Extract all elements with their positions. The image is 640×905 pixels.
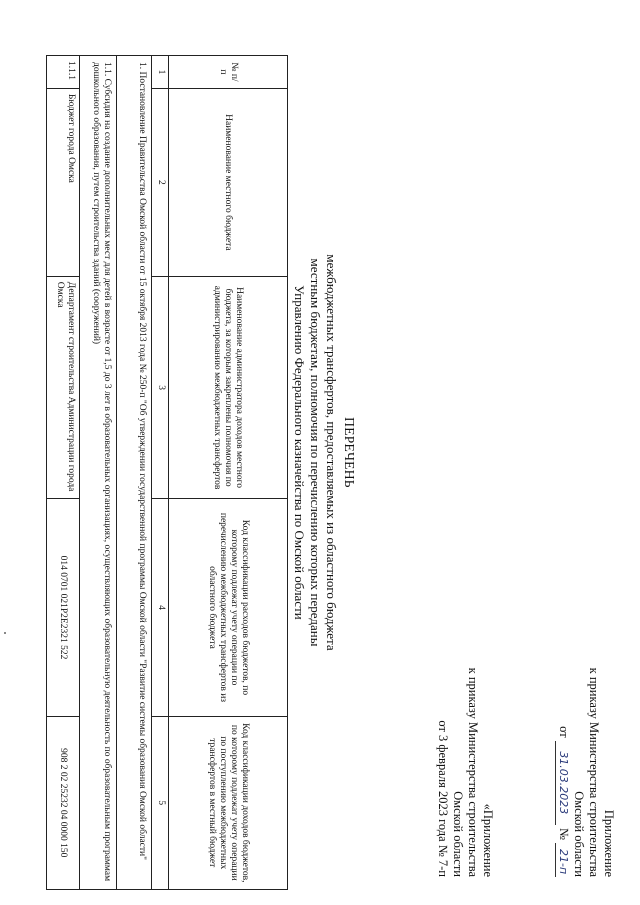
document-subtitle-2: местным бюджетам, полномочия по перечислению которых переданы [308, 258, 323, 647]
header-income-code: Код классификации доходов бюджетов, по которому подлежат учету операции по поступлению межбюджетных трансфертов в местный бюджет [169, 716, 288, 889]
approval-block-previous [435, 668, 495, 877]
document-title-block [291, 0, 357, 905]
header-budget-name: Наименование местного бюджета [169, 88, 288, 276]
header-number: № п/п [169, 56, 288, 89]
column-numbers-row [152, 56, 169, 890]
document-subtitle-3: Управлению Федерального казначейства по Омской области [292, 285, 307, 620]
scan-speck [4, 632, 6, 634]
approval-block-current [555, 668, 616, 877]
row-expense-code: 014 0701 021P2Е2321 522 [47, 499, 80, 716]
handwritten-number: 21-п [555, 843, 571, 877]
approval-title: Приложение [602, 809, 616, 877]
column-number: 3 [152, 276, 169, 499]
approval-title: «Приложение [481, 803, 495, 877]
column-number: 2 [152, 88, 169, 276]
section-row [117, 56, 152, 890]
from-label: от [557, 726, 571, 738]
approval-ministry: к приказу Министерства строительства [587, 667, 601, 877]
column-number: 1 [152, 56, 169, 89]
approval-ministry: к приказу Министерства строительства [466, 667, 480, 877]
column-number: 5 [152, 716, 169, 889]
number-label: № [557, 827, 571, 840]
row-budget: Бюджет города Омска [47, 88, 80, 276]
approval-date-number: от 3 февраля 2023 года № 7-п [436, 720, 450, 877]
transfers-table [46, 55, 288, 890]
section-1-text: 1. Постановление Правительства Омской области от 15 октября 2013 года № 250-п "Об утверждении государственной программы Омской области "Развитие системы образования Омской области" [117, 56, 152, 890]
handwritten-date: 31.03.2023 [555, 741, 571, 825]
document-heading: ПЕРЕЧЕНЬ [342, 417, 357, 488]
table-header-row [169, 56, 288, 890]
header-expense-code: Код классификации расходов бюджетов, по которому подлежат учету операции по перечислению межбюджетных трансфертов из областного бюджета [169, 499, 288, 716]
subsection-row [80, 56, 117, 890]
approval-region: Омской области [451, 791, 465, 877]
document-subtitle-1: межбюджетных трансфертов, предоставляемых из областного бюджета [324, 254, 339, 651]
approval-region: Омской области [572, 791, 586, 877]
table-row [47, 56, 80, 890]
column-number: 4 [152, 499, 169, 716]
header-administrator: Наименование администратора доходов местного бюджета, за которым закреплены полномочия по администрированию межбюджетных трансфертов [169, 276, 288, 499]
row-income-code: 908 2 02 25232 04 0000 150 [47, 716, 80, 889]
subsection-1-1-text: 1.1. Субсидия на создание дополнительных мест для детей в возрасте от 1,5 до 3 лет в образовательных организациях, осуществляющих образовательную деятельность по образовательным программам дошкольного образования, путем строительства зданий (сооружений) [80, 56, 117, 890]
row-number: 1.1.1 [47, 56, 80, 89]
row-administrator: Департамент строительства Администрации города Омска [47, 276, 80, 499]
approval-date-number [555, 668, 571, 877]
